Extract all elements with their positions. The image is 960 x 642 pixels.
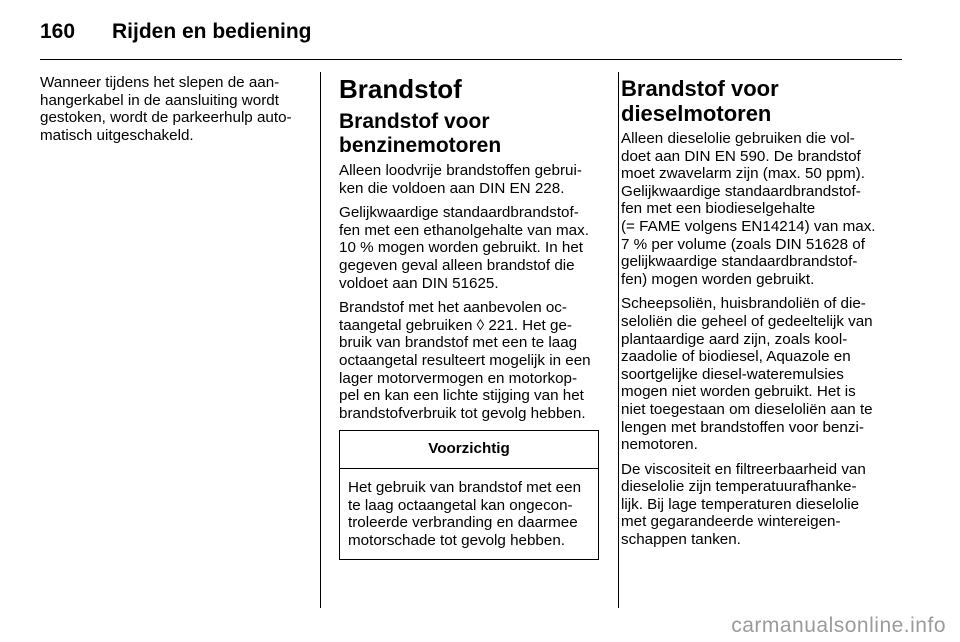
header-rule	[40, 59, 902, 60]
section-heading-fuel: Brandstof	[339, 74, 462, 104]
column-divider-right	[618, 72, 619, 608]
caution-title: Voorzichtig	[340, 431, 598, 469]
caution-body: Het gebruik van brandstof met een te laag octaangetal kan ongecon- troleerde verbranding en daarmee motorschade tot gevolg hebben.	[348, 478, 582, 549]
column-left	[40, 74, 302, 151]
column-divider-left	[320, 72, 321, 608]
caution-box	[339, 430, 599, 560]
diesel-paragraph-1: Alleen dieselolie gebruiken die vol- doet aan DIN EN 590. De brandstof moet zwavelarm zijn (max. 50 ppm). Gelijkwaardige standaardbrandstof- fen met een biodieselgehalte (= FAME volgens EN14214) van max. 7 % per volume (zoals DIN 51628 of gelijkwaardige standaardbrandstof- fen) mogen worden gebruikt.	[621, 130, 876, 288]
subheading-diesel-fuel: Brandstof voor dieselmotoren	[621, 76, 779, 126]
column-middle	[339, 70, 605, 560]
petrol-paragraph-2: Gelijkwaardige standaardbrandstof- fen met een ethanolgehalte van max. 10 % mogen worden gebruikt. In het gegeven geval alleen brandstof die voldoet aan DIN 51625.	[339, 204, 589, 292]
towing-parking-aid-paragraph: Wanneer tijdens het slepen de aan- hangerkabel in de aansluiting wordt gestoken, wordt de parkeerhulp auto- matisch uitgeschakeld.	[40, 74, 292, 144]
page-number: 160	[40, 20, 76, 43]
column-right	[621, 76, 905, 556]
petrol-paragraph-3: Brandstof met het aanbevolen oc- taangetal gebruiken ◊ 221. Het ge- bruik van brandstof met een te laag octaangetal resulteert mogelijk in een lager motorvermogen en motorkop- pel en kan een lichte stijging van het brandstofverbruik tot gevolg hebben.	[339, 299, 591, 422]
diesel-paragraph-3: De viscositeit en filtreerbaarheid van dieselolie zijn temperatuurafhanke- lijk. Bij lage temperaturen dieselolie met gegarandeerde wintereigen- schappen tanken.	[621, 460, 866, 549]
page-header	[40, 14, 920, 50]
watermark-text: carmanualsonline.info	[731, 614, 946, 637]
chapter-title: Rijden en bediening	[112, 20, 312, 43]
petrol-paragraph-1: Alleen loodvrije brandstoffen gebrui- ken die voldoen aan DIN EN 228.	[339, 162, 582, 197]
diesel-paragraph-2: Scheepsoliën, huisbrandoliën of die- seloliën die geheel of gedeeltelijk van plantaardige aard zijn, zoals kool- zaadolie of biodiesel, Aquazole en soortgelijke diesel-wateremulsies mogen niet worden gebruikt. Het is niet toegestaan om dieseloliën aan te lengen met brandstoffen voor benzi- nemotoren.	[621, 295, 873, 454]
subheading-petrol-fuel: Brandstof voor benzinemotoren	[339, 110, 502, 157]
